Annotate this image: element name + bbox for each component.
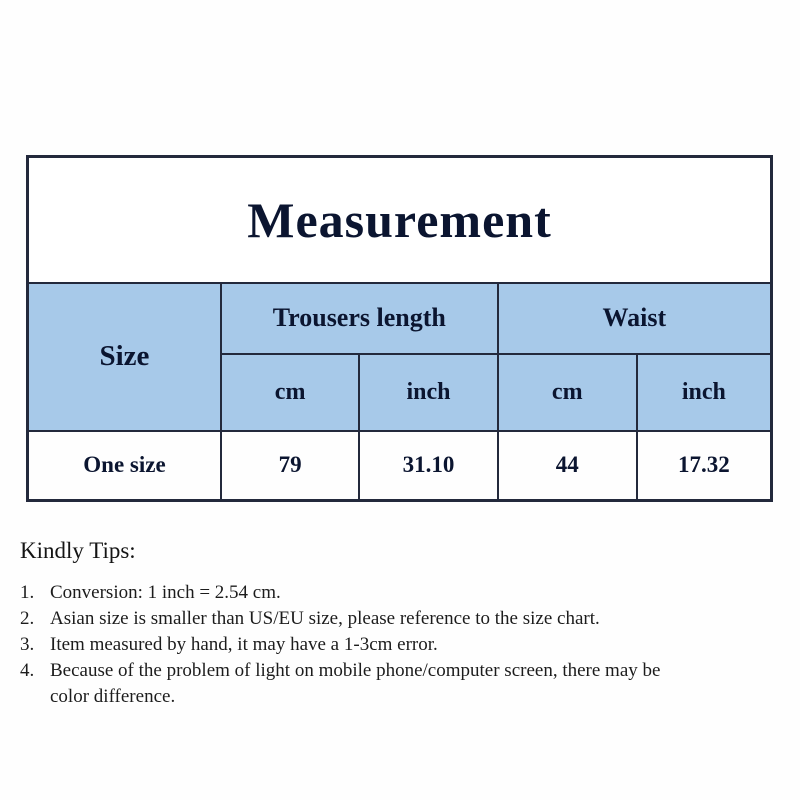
tip-text: Asian size is smaller than US/EU size, please reference to the size chart. [50, 608, 600, 629]
trousers-cm-header-cell: cm [221, 354, 359, 431]
trousers-cm-value-cell: 79 [221, 431, 359, 501]
tip-number: 1. [20, 582, 35, 603]
waist-inch-value-cell: 17.32 [637, 431, 772, 501]
tip-text: Item measured by hand, it may have a 1-3cm error. [50, 634, 438, 655]
trousers-inch-value-cell: 31.10 [359, 431, 497, 501]
tip-text: Because of the problem of light on mobile phone/computer screen, there may be color difference. [50, 660, 661, 707]
tip-item-1 [20, 580, 780, 606]
table-title: Measurement [28, 157, 772, 283]
tip-number: 4. [20, 660, 35, 681]
size-value-cell: One size [28, 431, 221, 501]
table-row [28, 431, 772, 501]
tip-number: 2. [20, 608, 35, 629]
waist-header-cell: Waist [498, 283, 772, 354]
tip-number: 3. [20, 634, 35, 655]
waist-cm-header-cell: cm [498, 354, 637, 431]
tip-text: Conversion: 1 inch = 2.54 cm. [50, 582, 281, 603]
tips-heading: Kindly Tips: [20, 538, 136, 563]
waist-inch-header-cell: inch [637, 354, 772, 431]
tip-item-2 [20, 606, 780, 632]
waist-cm-value-cell: 44 [498, 431, 637, 501]
header-group-row [28, 283, 772, 354]
tip-item-4 [20, 658, 780, 710]
size-header-cell: Size [28, 283, 221, 431]
kindly-tips-section [20, 538, 780, 710]
trousers-inch-header-cell: inch [359, 354, 497, 431]
trousers-length-header-cell: Trousers length [221, 283, 498, 354]
measurement-table [26, 155, 773, 502]
tip-item-3 [20, 632, 780, 658]
title-row [28, 157, 772, 283]
